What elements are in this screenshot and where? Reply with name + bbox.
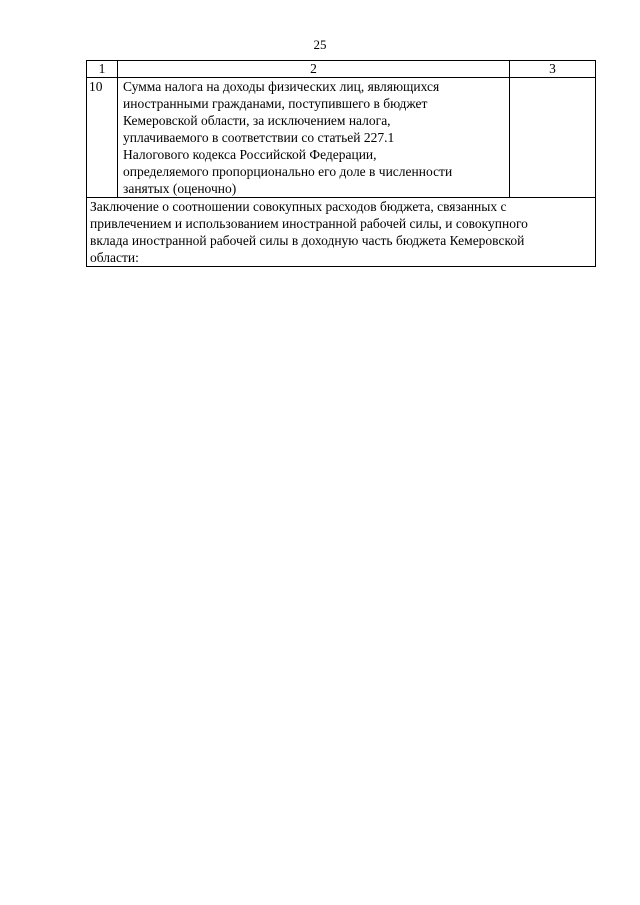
description-line: уплачиваемого в соответствии со статьей 227.1 <box>123 130 395 145</box>
conclusion-row <box>87 198 596 267</box>
row-value-cell <box>510 78 596 198</box>
conclusion-cell <box>87 198 596 267</box>
description-line: иностранными гражданами, поступившего в бюджет <box>123 96 428 111</box>
description-line: Кемеровской области, за исключением налога, <box>123 113 391 128</box>
conclusion-line: привлечением и использованием иностранной рабочей силы, и совокупного <box>90 216 528 231</box>
data-table <box>86 60 596 267</box>
page-number: 25 <box>313 37 327 52</box>
row-number-cell: 10 <box>87 78 118 198</box>
description-line: определяемого пропорционально его доле в численности <box>123 164 453 179</box>
conclusion-line: области: <box>90 250 139 265</box>
table-row <box>87 78 596 198</box>
row-description-cell <box>118 78 510 198</box>
header-cell-1: 1 <box>87 61 118 78</box>
table-header-row <box>87 61 596 78</box>
header-cell-2: 2 <box>118 61 510 78</box>
conclusion-line: вклада иностранной рабочей силы в доходную часть бюджета Кемеровской <box>90 233 525 248</box>
description-line: Налогового кодекса Российской Федерации, <box>123 147 377 162</box>
conclusion-line: Заключение о соотношении совокупных расходов бюджета, связанных с <box>90 199 507 214</box>
description-line: занятых (оценочно) <box>123 181 237 196</box>
description-line: Сумма налога на доходы физических лиц, являющихся <box>123 79 440 94</box>
header-cell-3: 3 <box>510 61 596 78</box>
